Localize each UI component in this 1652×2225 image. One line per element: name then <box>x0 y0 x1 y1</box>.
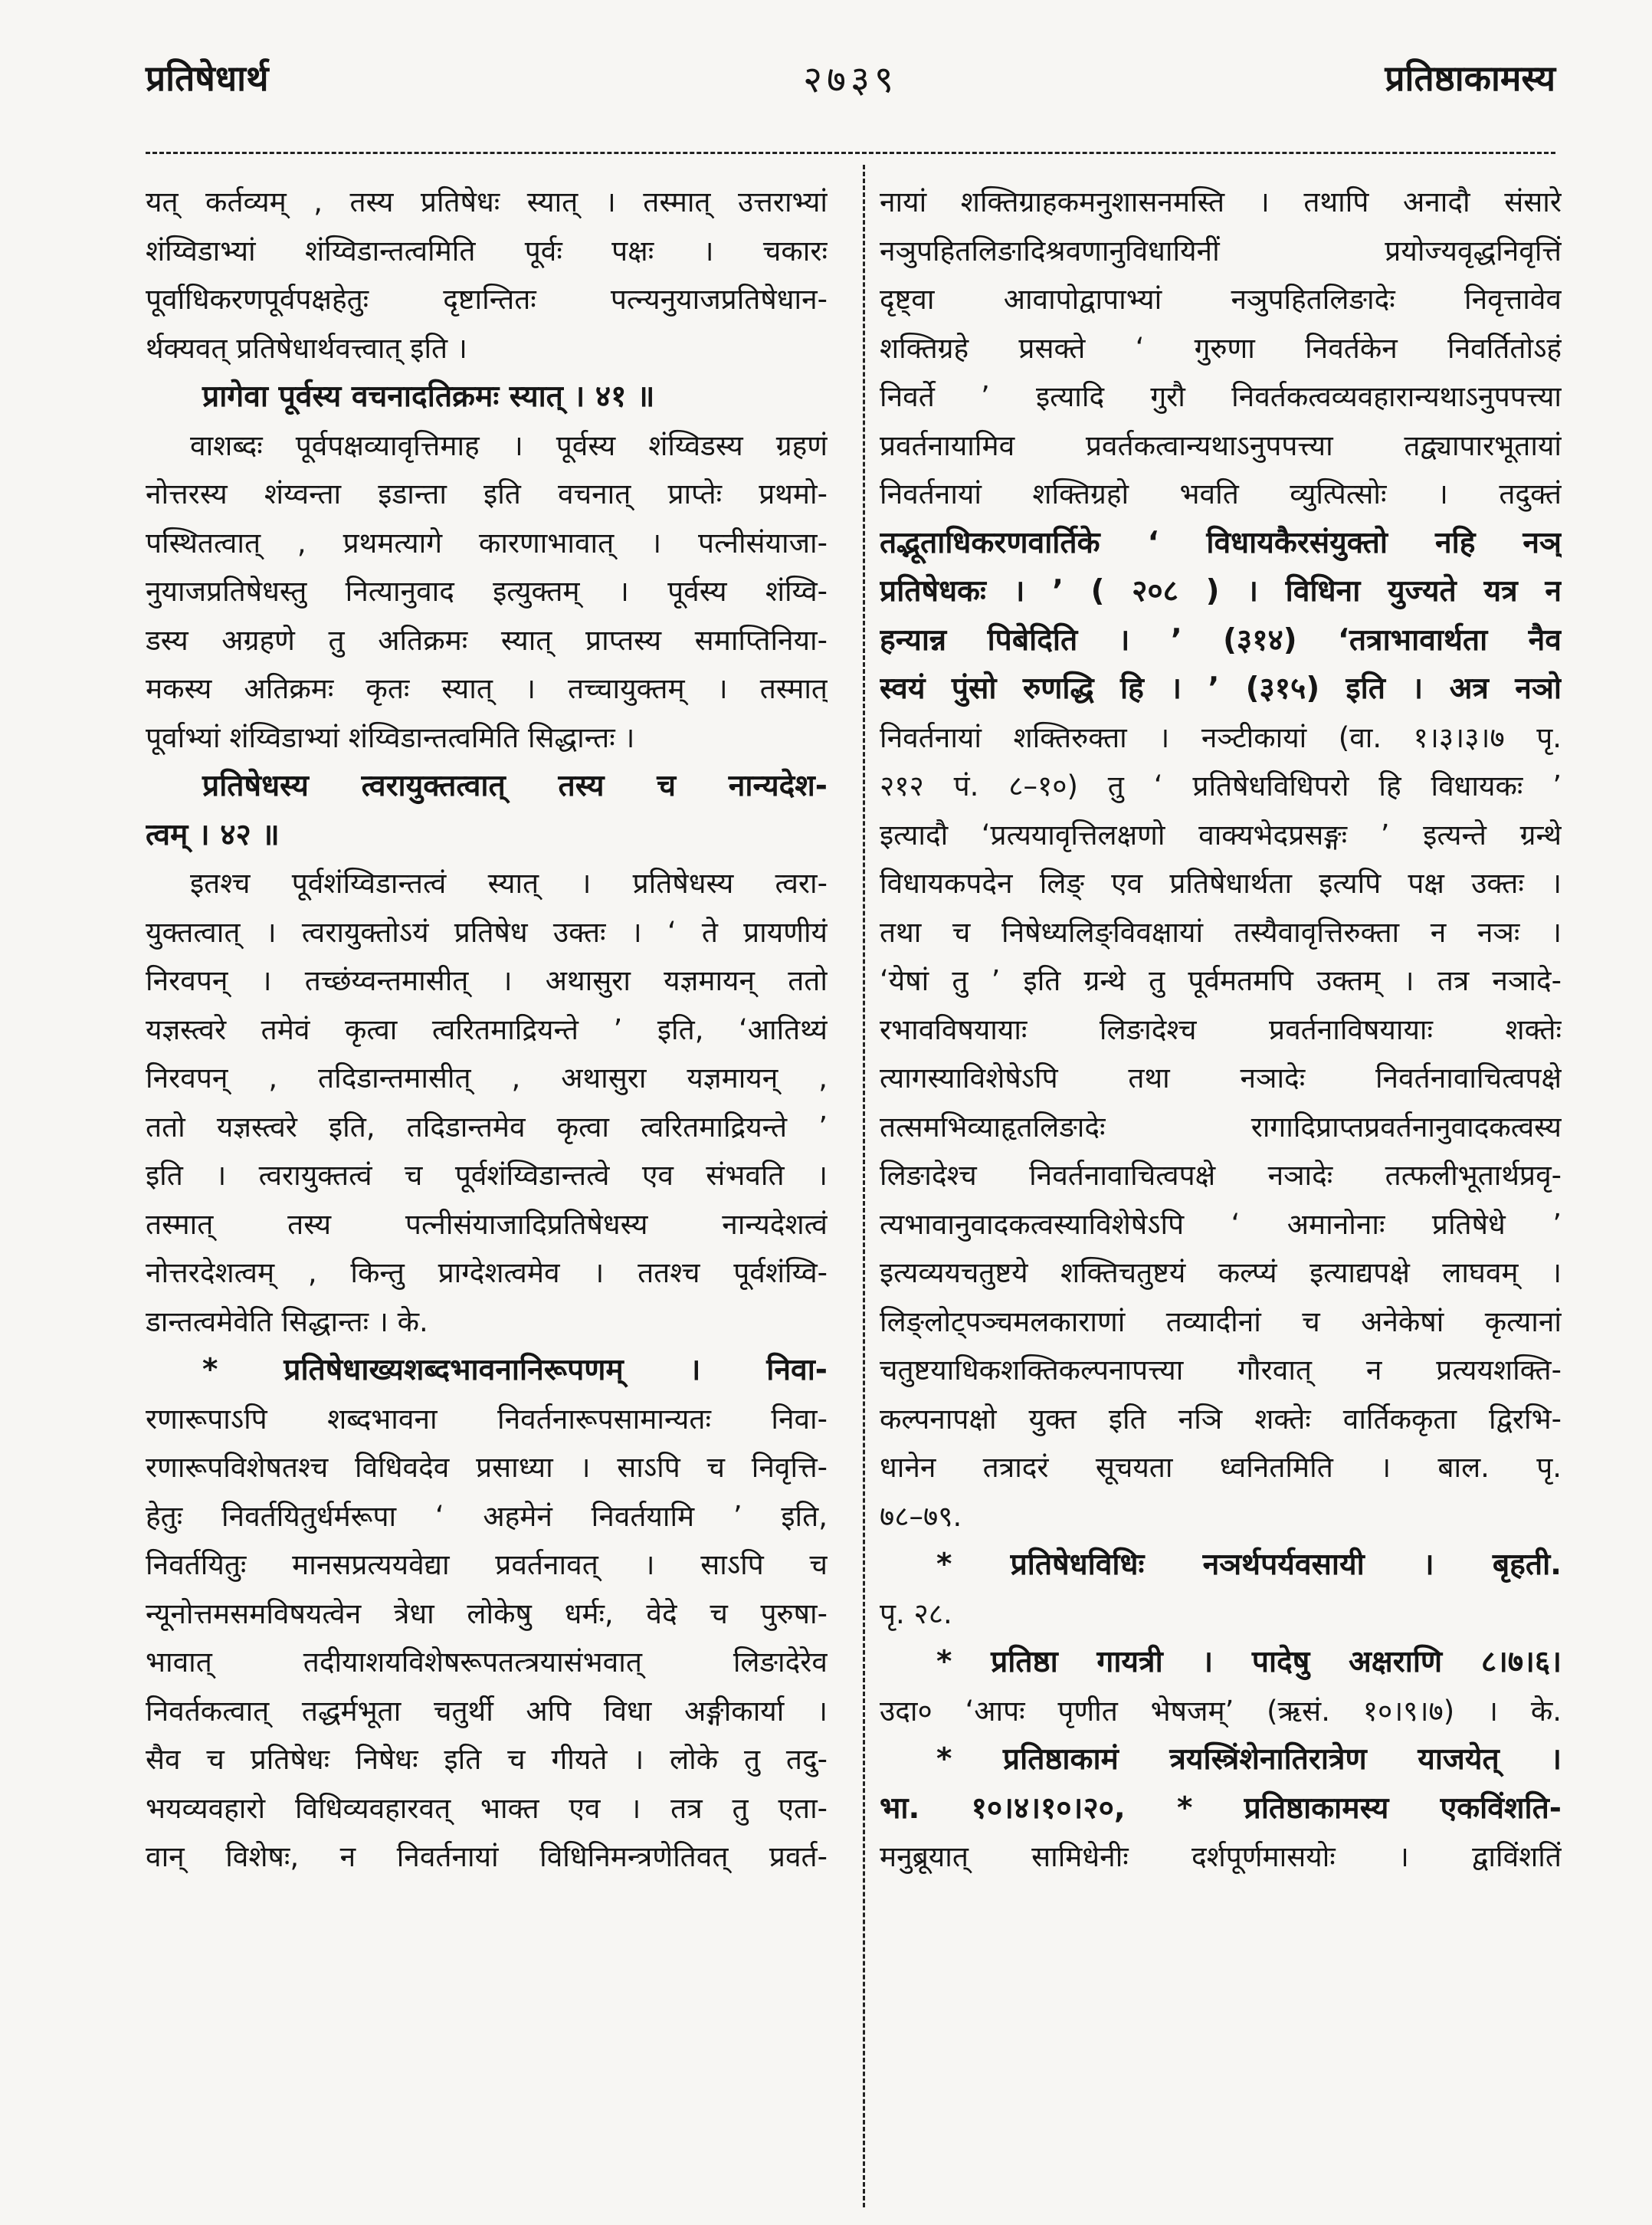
text-line: पूर्वाभ्यां शंय्विडाभ्यां शंय्विडान्तत्वमिति सिद्धान्तः । <box>146 720 635 754</box>
text-line: वान् विशेषः, न निवर्तनायां विधिनिमन्त्रणेतिवत् प्रवर्त- <box>146 1840 828 1873</box>
text-line: प्रवर्तनायामिव प्रवर्तकत्वान्यथाऽनुपपत्त्या तद्व्यापारभूतायां <box>880 428 1562 462</box>
text-line: नायां शक्तिग्राहकमनुशासनमस्ति । तथापि अनादौ संसारे <box>880 185 1562 218</box>
text-line: लिङादेश्च निवर्तनावाचित्वपक्षे नञादेः तत्फलीभूतार्थप्रवृ- <box>880 1159 1562 1192</box>
text-line: तस्मात् तस्य पत्नीसंयाजादिप्रतिषेधस्य नान्यदेशत्वं <box>146 1207 828 1241</box>
text-line: नोत्तरस्य शंय्वन्ता इडान्ता इति वचनात् प्राप्तेः प्रथमो- <box>146 477 828 510</box>
text-line-quote: स्वयं पुंसो रुणद्धि हि । ’ (३१५) इति । अत्र नञो <box>880 671 1562 706</box>
text-line: यत् कर्तव्यम् , तस्य प्रतिषेधः स्यात् । तस्मात् उत्तराभ्यां <box>146 185 828 218</box>
text-line: न्यूनोत्तमसमविषयत्वेन त्रेधा लोकेषु धर्मः, वेदे च पुरुषा- <box>146 1597 828 1630</box>
text-line: नुयाजप्रतिषेधस्तु नित्यानुवाद इत्युक्तम् । पूर्वस्य शंय्वि- <box>146 575 828 608</box>
text-line: निवर्तनायां शक्तिरुक्ता । नञ्टीकायां (वा. १।३।३।७ पृ. <box>880 720 1562 754</box>
running-header <box>146 54 1555 123</box>
text-line: पूर्वाधिकरणपूर्वपक्षहेतुः दृष्टान्तितः पत्न्यनुयाजप्रतिषेधान- <box>146 283 828 316</box>
text-line: इत्यादौ ‘प्रत्ययावृत्तिलक्षणो वाक्यभेदप्रसङ्गः ’ इत्यन्ते ग्रन्थे <box>880 818 1562 852</box>
text-line: पस्थितत्वात् , प्रथमत्यागे कारणाभावात् । पत्नीसंयाजा- <box>146 526 828 560</box>
left-column <box>146 178 828 1882</box>
text-line: मनुब्रूयात् सामिधेनीः दर्शपूर्णमासयोः । द्वाविंशतिं <box>880 1840 1562 1873</box>
text-line: निवर्तकत्वात् तद्धर्मभूता चतुर्थी अपि विधा अङ्गीकार्या । <box>146 1694 828 1728</box>
text-line: भावात् तदीयाशयविशेषरूपतत्त्रयासंभवात् लिङादेरेव <box>146 1646 828 1679</box>
text-line: ७८–७९. <box>880 1499 962 1533</box>
entry-heading: * प्रतिषेधविधिः नञर्थपर्यवसायी । बृहती. <box>936 1547 1562 1582</box>
text-line: शंय्विडाभ्यां शंय्विडान्तत्वमिति पूर्वः पक्षः । चकारः <box>146 234 828 267</box>
text-line: धानेन तत्रादरं सूचयता ध्वनितमिति । बाल. पृ. <box>880 1451 1562 1484</box>
text-line: यज्ञस्त्वरे तमेवं कृत्वा त्वरितमाद्रियन्ते ’ इति, ‘आतिथ्यं <box>146 1012 828 1046</box>
text-line: रणारूपाऽपि शब्दभावना निवर्तनारूपसामान्यतः निवा- <box>146 1402 828 1436</box>
text-line: पृ. २८. <box>880 1597 952 1630</box>
text-line: डस्य अग्रहणे तु अतिक्रमः स्यात् प्राप्तस्य समाप्तिनिया- <box>146 623 828 657</box>
text-line: तथा च निषेध्यलिङ्विवक्षायां तस्यैवावृत्तिरुक्ता न नञः । <box>880 915 1562 949</box>
text-line: नोत्तरदेशत्वम् , किन्तु प्राग्देशत्वमेव । ततश्च पूर्वशंय्वि- <box>146 1256 828 1289</box>
text-line: दृष्ट्वा आवापोद्वापाभ्यां नञुपहितलिङादेः निवृत्तावेव <box>880 283 1562 316</box>
entry-heading: * प्रतिषेधाख्यशब्दभावनानिरूपणम् । निवा- <box>202 1353 828 1387</box>
text-line-quote: हन्यान्न पिबेदिति । ’ (३१४) ‘तत्राभावार्थता नैव <box>880 622 1562 658</box>
header-left-word: प्रतिषेधार्थ <box>146 57 269 99</box>
text-line: २१२ पं. ८–१०) तु ‘ प्रतिषेधविधिपरो हि विधायकः ’ <box>880 770 1562 802</box>
text-line: निवर्तनायां शक्तिग्रहो भवति व्युत्पित्सोः । तदुक्तं <box>880 477 1562 510</box>
text-line: निरवपन् , तदिडान्तमासीत् , अथासुरा यज्ञमायन् , <box>146 1062 828 1094</box>
header-rule <box>146 152 1555 154</box>
entry-heading: * प्रतिष्ठाकामं त्रयस्त्रिंशेनातिरात्रेण याजयेत् । <box>936 1742 1562 1777</box>
text-line-quote: तद्भूताधिकरणवार्तिके ‘ विधायकैरसंयुक्तो नहि नञ् <box>880 525 1562 560</box>
text-line: डान्तत्वमेवेति सिद्धान्तः । के. <box>146 1304 428 1338</box>
sutra-41: प्रागेवा पूर्वस्य वचनादतिक्रमः स्यात् । ४१ ॥ <box>202 379 655 414</box>
text-line: मकस्य अतिक्रमः कृतः स्यात् । तच्चायुक्तम् । तस्मात् <box>146 672 828 705</box>
text-line: भयव्यवहारो विधिव्यवहारवत् भाक्त एव । तत्र तु एता- <box>146 1791 828 1825</box>
text-line: चतुष्टयाधिकशक्तिकल्पनापत्त्या गौरवात् न प्रत्ययशक्ति- <box>880 1354 1562 1387</box>
text-line: त्यागस्याविशेषेऽपि तथा नञादेः निवर्तनावाचित्वपक्षे <box>880 1062 1562 1094</box>
text-line: निरवपन् । तच्छंय्वन्तमासीत् । अथासुरा यज्ञमायन् ततो <box>146 964 828 997</box>
text-line: इतश्च पूर्वशंय्विडान्तत्वं स्यात् । प्रतिषेधस्य त्वरा- <box>190 867 828 900</box>
text-line: हेतुः निवर्तयितुर्धर्मरूपा ‘ अहमेनं निवर्तयामि ’ इति, <box>146 1499 828 1533</box>
text-line: तत्समभिव्याहृतलिङादेः रागादिप्राप्तप्रवर्तनानुवादकत्वस्य <box>880 1110 1562 1144</box>
text-line: रभावविषयायाः लिङादेश्च प्रवर्तनाविषयायाः शक्तेः <box>880 1012 1562 1046</box>
text-line: युक्तत्वात् । त्वरायुक्तोऽयं प्रतिषेध उक्तः । ‘ ते प्रायणीयं <box>146 915 828 949</box>
sutra-42-end: त्वम् । ४२ ॥ <box>146 817 280 852</box>
text-line: वाशब्दः पूर्वपक्षव्यावृत्तिमाह । पूर्वस्य शंय्विडस्य ग्रहणं <box>190 428 828 462</box>
entry-heading: * प्रतिष्ठा गायत्री । पादेषु अक्षराणि ८।७।६। <box>936 1645 1562 1679</box>
text-line: ततो यज्ञस्त्वरे इति, तदिडान्तमेव कृत्वा त्वरितमाद्रियन्ते ’ <box>146 1110 828 1144</box>
sutra-42: प्रतिषेधस्य त्वरायुक्तत्वात् तस्य च नान्यदेश- <box>202 769 828 803</box>
text-line: ‘येषां तु ’ इति ग्रन्थे तु पूर्वमतमपि उक्तम् । तत्र नञादे- <box>880 964 1562 997</box>
entry-heading: भा. १०।४।१०।२०, * प्रतिष्ठाकामस्य एकविंशति- <box>880 1790 1562 1826</box>
text-line: शक्तिग्रहे प्रसक्ते ‘ गुरुणा निवर्तकेन निवर्तितोऽहं <box>880 331 1562 365</box>
text-line-quote: प्रतिषेधकः । ’ ( २०८ ) । विधिना युज्यते यत्र न <box>880 574 1562 609</box>
text-line: लिङ्लोट्पञ्चमलकाराणां तव्यादीनां च अनेकेषां कृत्यानां <box>880 1304 1562 1338</box>
page-number: २७३९ <box>803 58 898 101</box>
text-line: रणारूपविशेषतश्च विधिवदेव प्रसाध्या । साऽपि च निवृत्ति- <box>146 1451 828 1484</box>
text-line: कल्पनापक्षो युक्त इति नञि शक्तेः वार्तिककृता द्विरभि- <box>880 1402 1562 1436</box>
text-line: उदा० ‘आपः पृणीत भेषजम्’ (ऋसं. १०।९।७) । के. <box>880 1694 1562 1728</box>
text-line: इत्यव्ययचतुष्टये शक्तिचतुष्टयं कल्प्यं इत्याद्यपक्षे लाघवम् । <box>880 1256 1562 1289</box>
text-line: नञुपहितलिङादिश्रवणानुविधायिनीं प्रयोज्यवृद्धनिवृत्तिं <box>880 234 1562 267</box>
text-line: इति । त्वरायुक्तत्वं च पूर्वशंय्विडान्तत्वे एव संभवति । <box>146 1159 828 1192</box>
text-line: निवर्तयितुः मानसप्रत्ययवेद्या प्रवर्तनावत् । साऽपि च <box>146 1548 828 1581</box>
right-column <box>880 178 1562 1882</box>
text-line: र्थक्यवत् प्रतिषेधार्थवत्त्वात् इति । <box>146 331 467 365</box>
column-divider <box>863 165 865 2207</box>
text-line: निवर्ते ’ इत्यादि गुरौ निवर्तकत्वव्यवहारान्यथाऽनुपपत्त्या <box>880 380 1562 413</box>
text-line: विधायकपदेन लिङ् एव प्रतिषेधार्थता इत्यपि पक्ष उक्तः । <box>880 867 1562 900</box>
text-line: सैव च प्रतिषेधः निषेधः इति च गीयते । लोके तु तदु- <box>146 1743 828 1776</box>
header-right-word: प्रतिष्ठाकामस्य <box>1385 57 1555 99</box>
text-line: त्यभावानुवादकत्वस्याविशेषेऽपि ‘ अमानोनाः प्रतिषेधे ’ <box>880 1207 1562 1241</box>
